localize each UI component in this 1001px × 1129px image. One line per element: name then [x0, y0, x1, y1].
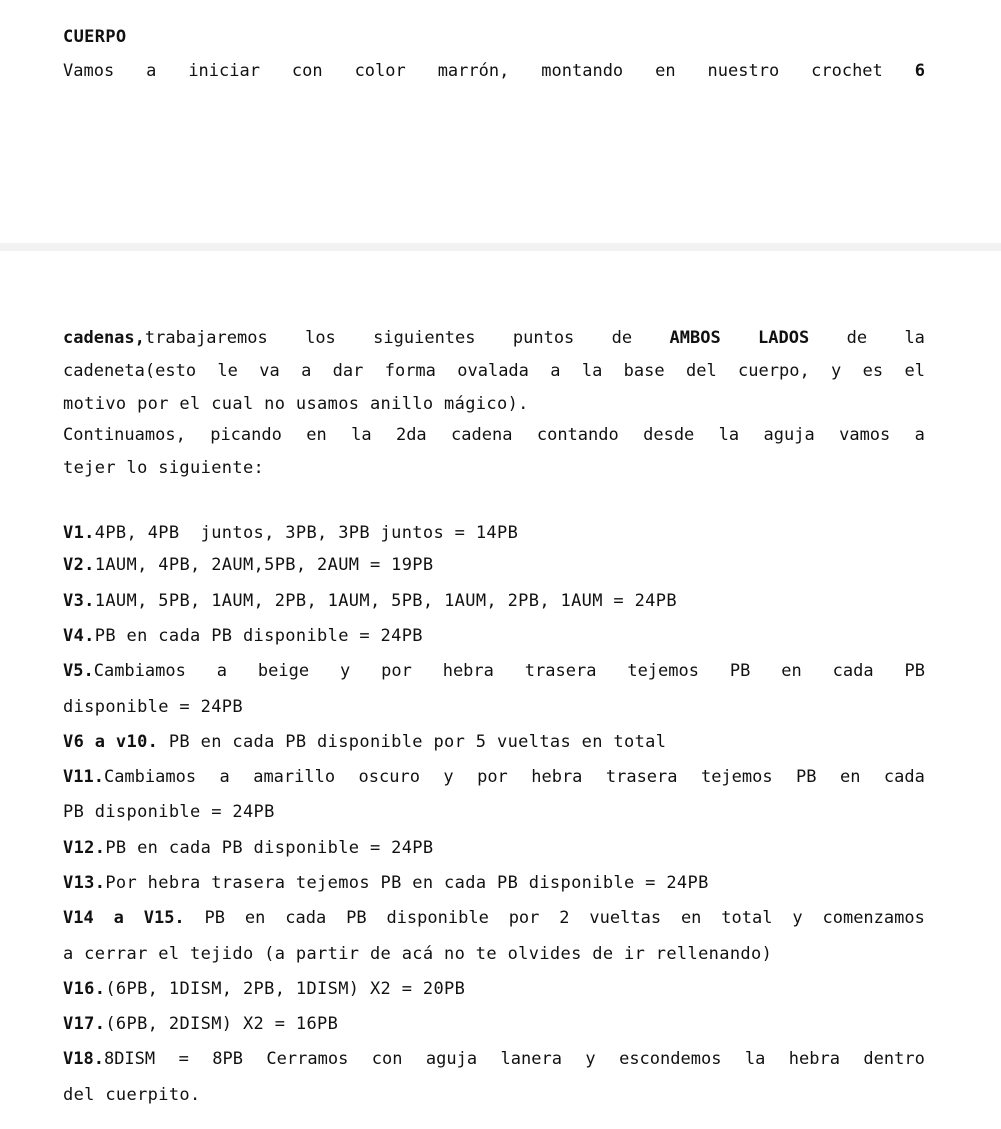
- word: y: [339, 661, 351, 681]
- word: marrón,: [437, 61, 510, 81]
- word: cadenas,trabajaremos: [63, 328, 268, 348]
- paragraph-line: [63, 327, 925, 349]
- word: disponible: [386, 908, 489, 928]
- word: la: [581, 361, 603, 381]
- word: dentro: [863, 1049, 925, 1069]
- word: 8PB: [212, 1049, 243, 1069]
- round-row-v17: V17.(6PB, 2DISM) X2 = 16PB: [63, 1014, 339, 1034]
- word: de: [846, 328, 868, 348]
- word: la: [718, 425, 740, 445]
- word: aguja: [763, 425, 815, 445]
- round-row-v4: V4.PB en cada PB disponible = 24PB: [63, 626, 423, 646]
- word: forma: [384, 361, 436, 381]
- word: hebra: [442, 661, 494, 681]
- word: crochet: [811, 61, 883, 81]
- word: puntos: [512, 328, 575, 348]
- word: AMBOS: [669, 328, 721, 348]
- word: la: [904, 328, 925, 348]
- round-row-v2: V2.1AUM, 4PB, 2AUM,5PB, 2AUM = 19PB: [63, 555, 434, 575]
- word: en: [244, 908, 266, 928]
- word: va: [259, 361, 280, 381]
- word: montando: [541, 61, 624, 81]
- word: trasera: [605, 767, 678, 787]
- word: oscuro: [358, 767, 420, 787]
- word: beige: [257, 661, 310, 681]
- word: vamos: [839, 425, 891, 445]
- word: tejemos: [627, 661, 699, 681]
- word: escondemos: [619, 1049, 722, 1069]
- word: V11.Cambiamos: [63, 767, 197, 787]
- word: a: [219, 767, 230, 787]
- word: con: [291, 61, 323, 81]
- word: picando: [210, 425, 282, 445]
- word: cuerpo,: [738, 361, 810, 381]
- word: Continuamos,: [63, 425, 186, 445]
- page-separator: [0, 243, 1001, 251]
- word: lanera: [500, 1049, 562, 1069]
- word: en: [839, 767, 861, 787]
- word: V15.: [143, 908, 185, 928]
- word: en: [781, 661, 802, 681]
- word: la: [351, 425, 372, 445]
- paragraph-line: tejer lo siguiente:: [63, 458, 265, 478]
- word: PB: [796, 767, 817, 787]
- word: a: [113, 908, 124, 928]
- word: =: [178, 1049, 189, 1069]
- word: V18.8DISM: [63, 1049, 156, 1069]
- intro-line: [63, 60, 925, 82]
- word: 2da: [395, 425, 427, 445]
- word: en: [655, 61, 676, 81]
- word: Cerramos: [266, 1049, 349, 1069]
- word: dar: [332, 361, 364, 381]
- word: cadeneta(esto: [63, 361, 197, 381]
- section-heading: CUERPO: [63, 27, 127, 47]
- word: ovalada: [457, 361, 529, 381]
- word: a: [914, 425, 925, 445]
- word: en: [680, 908, 702, 928]
- word: y: [585, 1049, 596, 1069]
- round-row-v6-v10: V6 a v10. PB en cada PB disponible por 5 vueltas en total: [63, 732, 667, 752]
- word: por: [508, 908, 540, 928]
- word: y: [831, 361, 842, 381]
- word: en: [306, 425, 327, 445]
- word: el: [904, 361, 925, 381]
- word: de: [611, 328, 633, 348]
- word: color: [354, 61, 406, 81]
- word: hebra: [788, 1049, 840, 1069]
- word: hebra: [531, 767, 583, 787]
- word: amarillo: [253, 767, 336, 787]
- word: a: [301, 361, 312, 381]
- word: total: [721, 908, 773, 928]
- word: cadena: [451, 425, 513, 445]
- round-row-v13: V13.Por hebra trasera tejemos PB en cada PB disponible = 24PB: [63, 873, 709, 893]
- word: PB: [904, 661, 925, 681]
- round-row-v5: [63, 660, 925, 682]
- round-row-v14-v15: [63, 907, 925, 929]
- word: 6: [914, 61, 925, 81]
- document-page-1: [0, 0, 1001, 243]
- word: con: [371, 1049, 403, 1069]
- round-row-v12: V12.PB en cada PB disponible = 24PB: [63, 838, 434, 858]
- word: tejemos: [700, 767, 773, 787]
- round-row-v14-v15-cont: a cerrar el tejido (a partir de acá no te olvides de ir rellenando): [63, 944, 773, 964]
- word: comenzamos: [822, 908, 925, 928]
- word: Vamos: [63, 61, 115, 81]
- word: por: [477, 767, 508, 787]
- word: V5.Cambiamos: [63, 661, 186, 681]
- word: a: [216, 661, 227, 681]
- word: y: [443, 767, 454, 787]
- word: y: [792, 908, 803, 928]
- word: los: [305, 328, 336, 348]
- word: PB: [346, 908, 367, 928]
- paragraph-line: motivo por el cual no usamos anillo mágico).: [63, 394, 529, 414]
- word: PB: [729, 661, 751, 681]
- word: vueltas: [589, 908, 662, 928]
- document-page-2: [0, 251, 1001, 1129]
- round-row-v3: V3.1AUM, 5PB, 1AUM, 2PB, 1AUM, 5PB, 1AUM, 2PB, 1AUM = 24PB: [63, 591, 677, 611]
- round-row-v11-cont: PB disponible = 24PB: [63, 802, 275, 822]
- word: por: [381, 661, 412, 681]
- word: base: [623, 361, 665, 381]
- round-row-v18-cont: del cuerpito.: [63, 1085, 201, 1105]
- word: desde: [643, 425, 695, 445]
- round-row-v11: [63, 766, 925, 788]
- word: PB: [204, 908, 226, 928]
- word: contando: [536, 425, 619, 445]
- word: es: [862, 361, 884, 381]
- word: a: [146, 61, 157, 81]
- round-row-v18: [63, 1048, 925, 1070]
- word: cada: [285, 908, 327, 928]
- word: iniciar: [188, 61, 260, 81]
- word: 2: [559, 908, 570, 928]
- word: nuestro: [707, 61, 780, 81]
- word: del: [685, 361, 717, 381]
- paragraph-line: [63, 360, 925, 382]
- word: siguientes: [373, 328, 476, 348]
- word: aguja: [425, 1049, 478, 1069]
- round-row-v16: V16.(6PB, 1DISM, 2PB, 1DISM) X2 = 20PB: [63, 979, 466, 999]
- word: V14: [63, 908, 94, 928]
- word: cada: [883, 767, 925, 787]
- word: trasera: [524, 661, 597, 681]
- round-row-v1: V1.4PB, 4PB juntos, 3PB, 3PB juntos = 14PB: [63, 523, 519, 543]
- word: la: [744, 1049, 766, 1069]
- paragraph-line: [63, 424, 925, 446]
- word: LADOS: [758, 328, 810, 348]
- word: a: [550, 361, 561, 381]
- word: cada: [832, 661, 874, 681]
- word: le: [217, 361, 238, 381]
- round-row-v5-cont: disponible = 24PB: [63, 697, 243, 717]
